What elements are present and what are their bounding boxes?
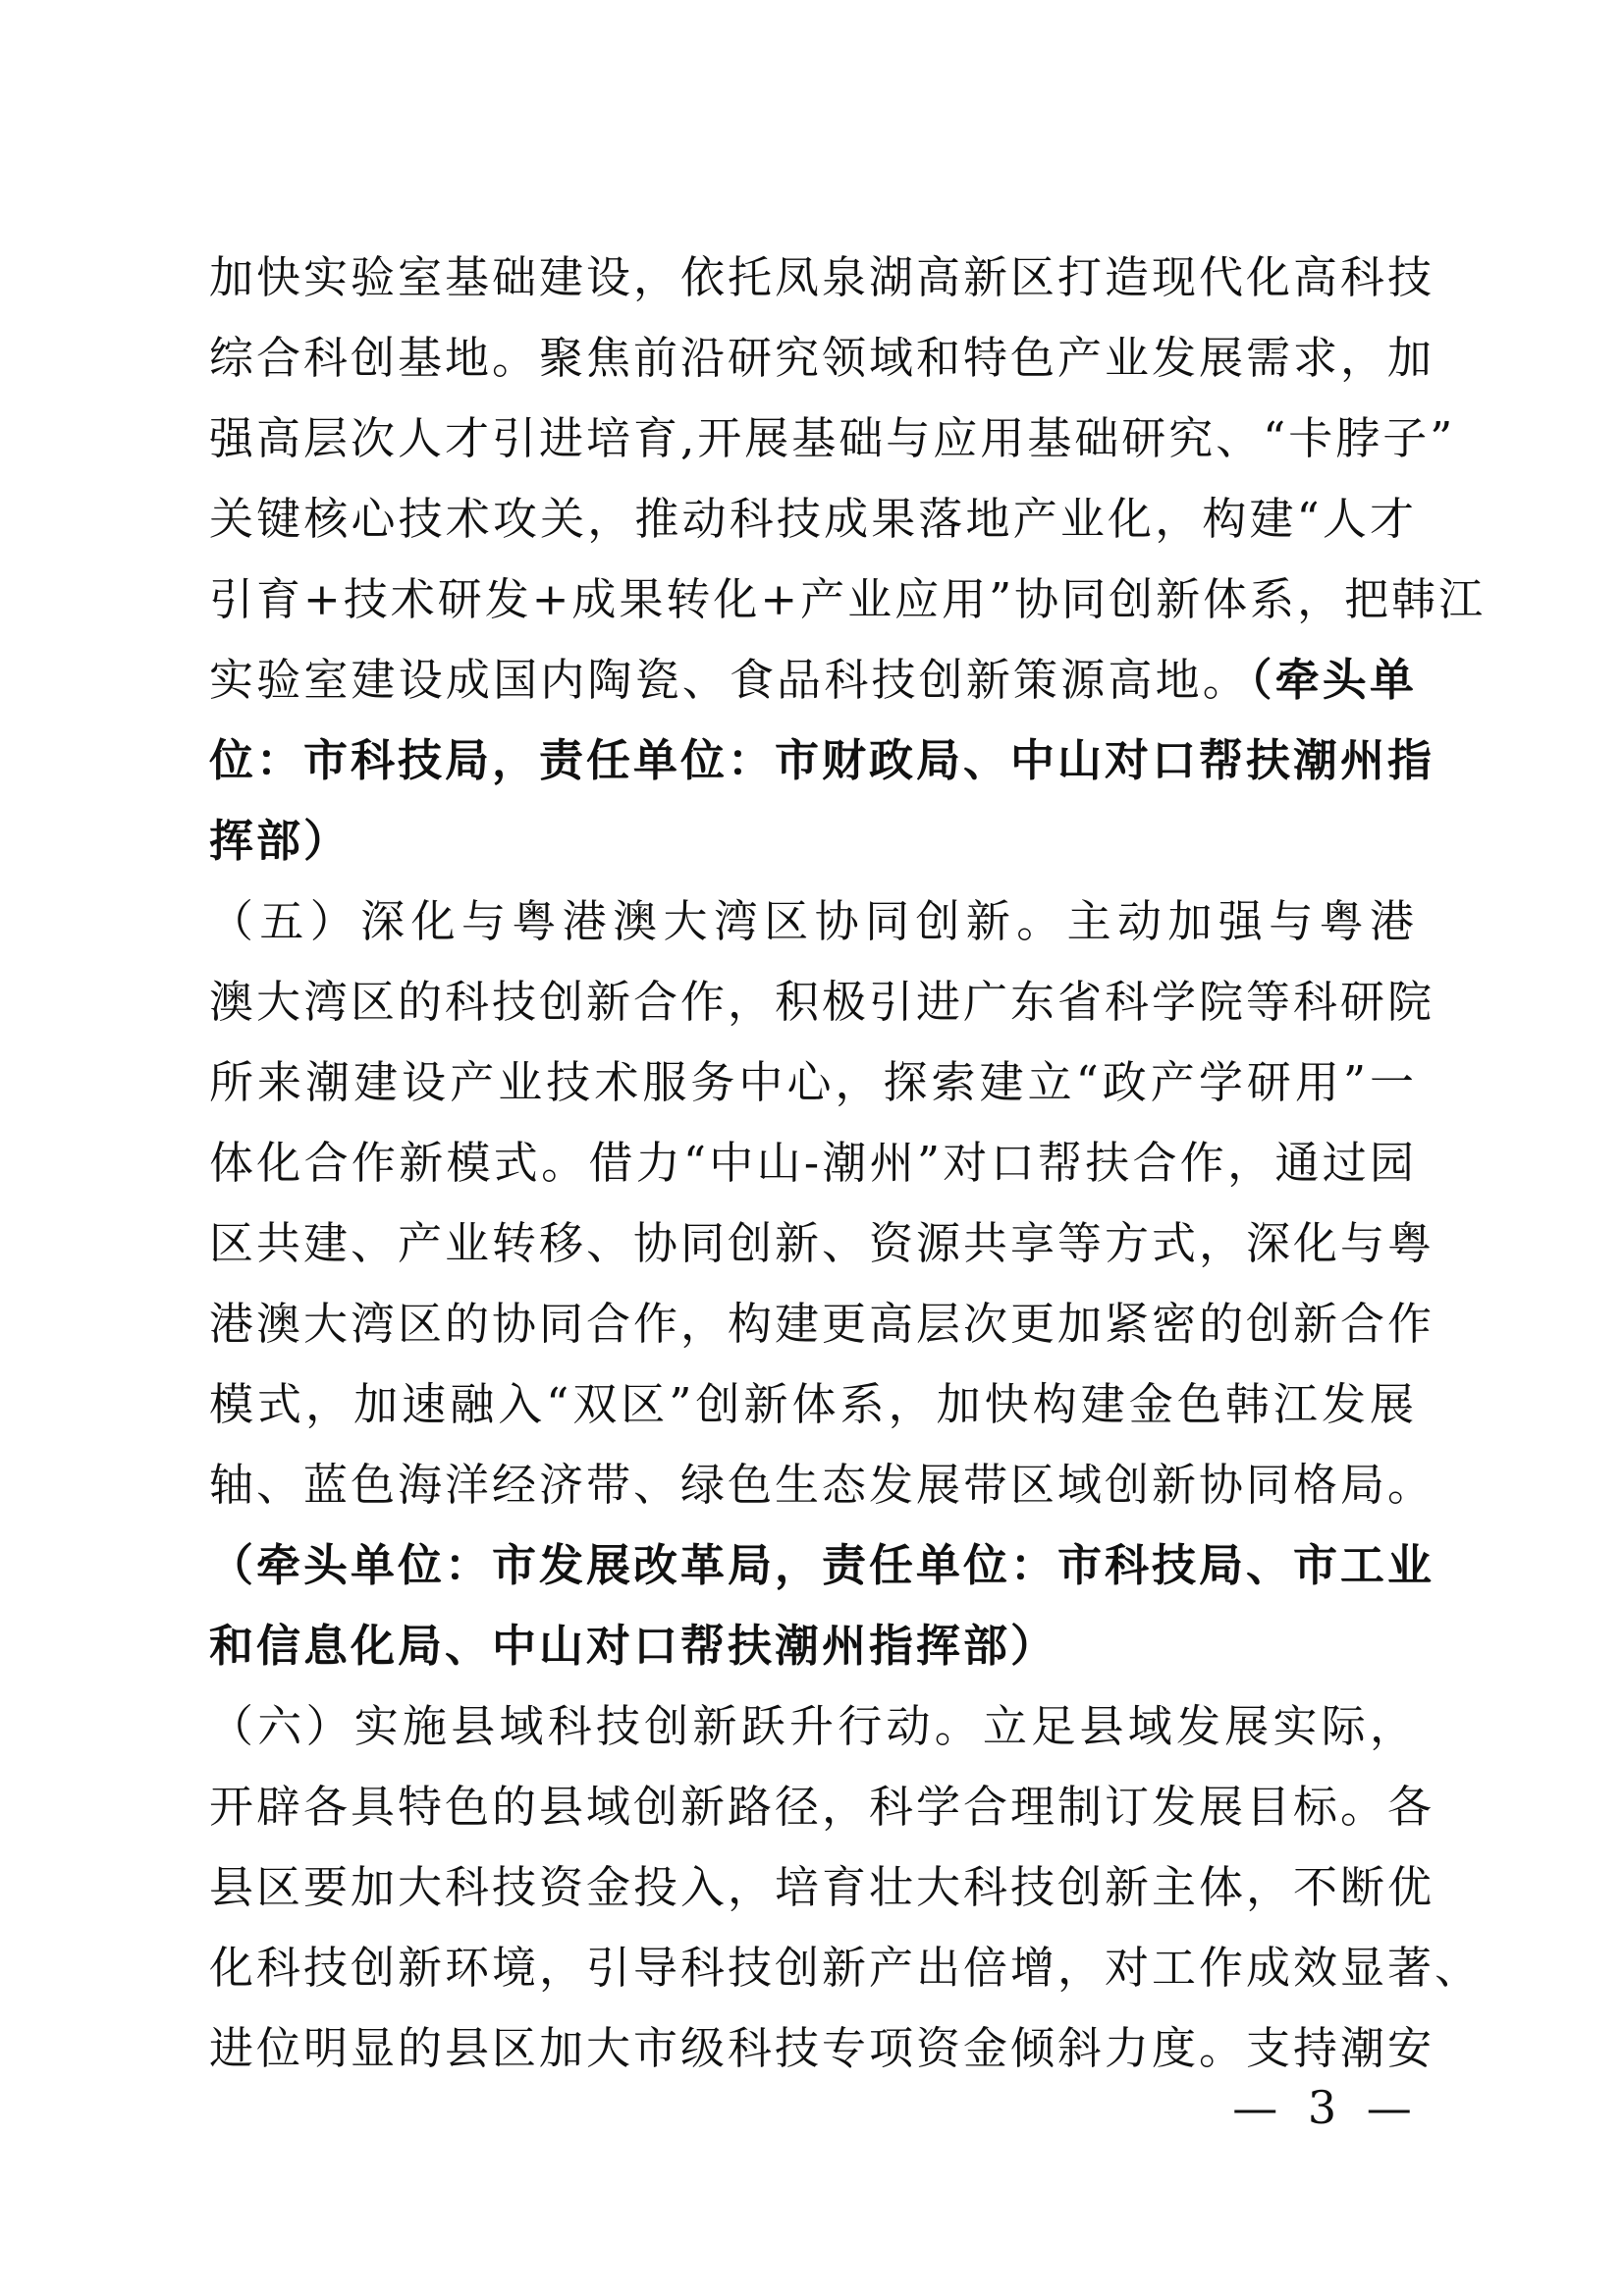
body-text: 强高层次人才引进培育,开展基础与应用基础研究、“卡脖子” <box>209 412 1456 464</box>
body-text: 实验室建设成国内陶瓷、食品科技创新策源高地。 <box>209 654 1250 706</box>
responsibility-text: （牵头单位：市发展改革局，责任单位：市科技局、市工业 <box>209 1539 1435 1591</box>
body-text: 化科技创新环境，引导科技创新产出倍增，对工作成效显著、 <box>209 1942 1483 1994</box>
page-number: — 3 — <box>1232 2081 1420 2134</box>
body-text: 所来潮建设产业技术服务中心，探索建立“政产学研用”一 <box>209 1056 1417 1108</box>
text-line <box>209 1042 1417 1123</box>
body-text: 综合科创基地。聚焦前沿研究领域和特色产业发展需求，加 <box>209 332 1435 384</box>
body-text: 开辟各具特色的县域创新路径，科学合理制订发展目标。各 <box>209 1781 1435 1833</box>
text-line <box>209 1525 1435 1606</box>
text-line <box>209 881 1417 962</box>
text-line <box>209 560 1487 640</box>
text-line <box>209 399 1456 479</box>
body-text: 轴、蓝色海洋经济带、绿色生态发展带区域创新协同格局。 <box>209 1459 1435 1511</box>
responsibility-text: 位：市科技局，责任单位：市财政局、中山对口帮扶潮州指 <box>209 734 1435 786</box>
body-text: 进位明显的县区加大市级科技专项资金倾斜力度。支持潮安 <box>209 2022 1435 2074</box>
body-text: 县区要加大科技资金投入，培育壮大科技创新主体，不断优 <box>209 1861 1435 1913</box>
text-line <box>209 640 1417 721</box>
text-line <box>209 1847 1435 1928</box>
responsibility-text: （牵头单 <box>1249 654 1417 706</box>
body-text: （六）实施县域科技创新跃升行动。立足县域发展实际， <box>209 1700 1417 1752</box>
text-line <box>209 1445 1435 1525</box>
responsibility-text: 挥部） <box>209 815 352 867</box>
body-text: 关键核心技术攻关，推动科技成果落地产业化，构建“人才 <box>209 493 1417 545</box>
text-line <box>209 1928 1483 2008</box>
text-line <box>209 1767 1435 1847</box>
text-line <box>209 1284 1435 1364</box>
body-text: 港澳大湾区的协同合作，构建更高层次更加紧密的创新合作 <box>209 1298 1435 1350</box>
text-line <box>209 1606 1417 1686</box>
body-text: 澳大湾区的科技创新合作，积极引进广东省科学院等科研院 <box>209 976 1435 1028</box>
text-line <box>209 1364 1417 1445</box>
text-line <box>209 1123 1417 1203</box>
document-body <box>209 238 1487 2089</box>
text-line <box>209 801 1417 881</box>
body-text: 体化合作新模式。借力“中山-潮州”对口帮扶合作，通过园 <box>209 1137 1417 1189</box>
text-line <box>209 2008 1435 2089</box>
responsibility-text: 和信息化局、中山对口帮扶潮州指挥部） <box>209 1620 1058 1672</box>
text-line <box>209 1203 1435 1284</box>
text-line <box>209 1686 1417 1767</box>
text-line <box>209 318 1435 399</box>
text-line <box>209 238 1435 318</box>
text-line <box>209 721 1435 801</box>
text-line <box>209 479 1417 560</box>
body-text: 区共建、产业转移、协同创新、资源共享等方式，深化与粤 <box>209 1217 1435 1269</box>
body-text: 引育+技术研发+成果转化+产业应用”协同创新体系，把韩江 <box>209 573 1487 625</box>
text-line <box>209 962 1435 1042</box>
body-text: 加快实验室基础建设，依托凤泉湖高新区打造现代化高科技 <box>209 251 1435 303</box>
body-text: 模式，加速融入“双区”创新体系，加快构建金色韩江发展 <box>209 1378 1417 1430</box>
body-text: （五）深化与粤港澳大湾区协同创新。主动加强与粤港 <box>209 895 1417 947</box>
